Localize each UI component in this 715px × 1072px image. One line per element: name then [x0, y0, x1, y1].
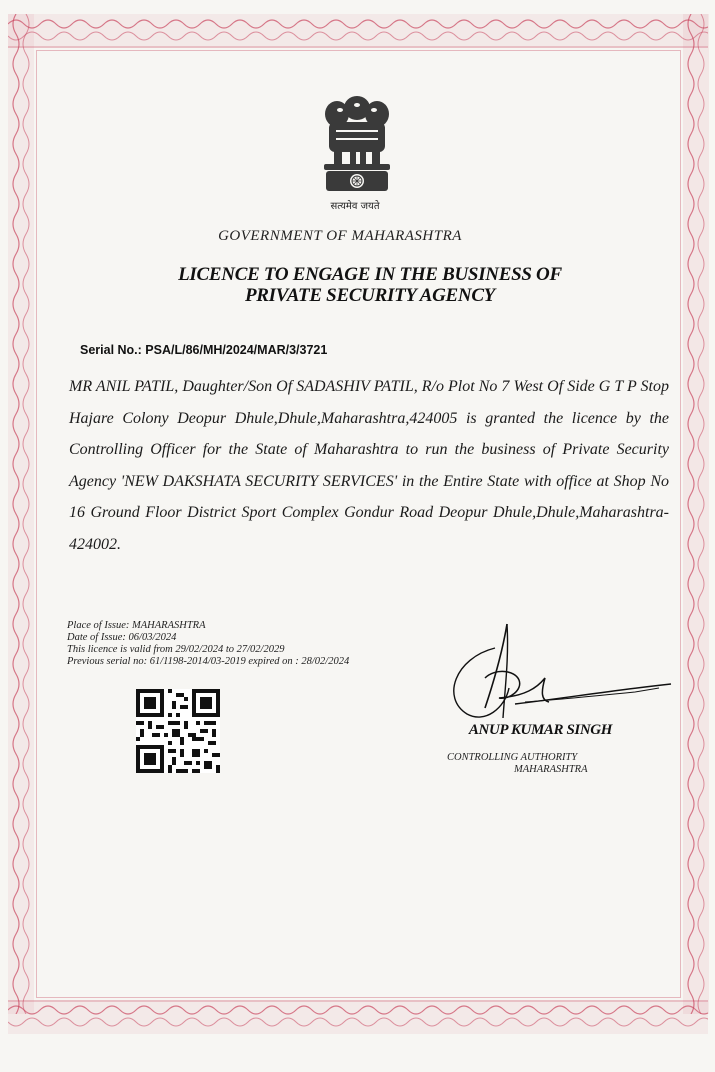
qr-code-icon[interactable] — [136, 689, 220, 773]
previous-serial: Previous serial no: 61/1198-2014/03-2019 expired on : 28/02/2024 — [67, 656, 350, 667]
signatory-designation: CONTROLLING AUTHORITY — [447, 752, 578, 763]
government-heading: GOVERNMENT OF MAHARASHTRA — [218, 228, 462, 244]
signatory-state: MAHARASHTRA — [514, 764, 588, 775]
border-bottom — [8, 1000, 708, 1034]
date-of-issue: Date of Issue: 06/03/2024 — [67, 632, 177, 643]
serial-number — [80, 343, 327, 357]
signatory-name: ANUP KUMAR SINGH — [468, 722, 612, 738]
border-right — [683, 14, 709, 1014]
licence-title-line-1: LICENCE TO ENGAGE IN THE BUSINESS OF — [178, 264, 562, 285]
serial-value: PSA/L/86/MH/2024/MAR/3/3721 — [145, 343, 328, 357]
border-left — [8, 14, 34, 1014]
emblem-motto: सत्यमेव जयते — [330, 201, 380, 212]
licence-title-line-2: PRIVATE SECURITY AGENCY — [244, 285, 495, 306]
serial-label: Serial No.: — [80, 343, 146, 357]
validity-period: This licence is valid from 29/02/2024 to 27/02/2029 — [67, 644, 285, 655]
place-of-issue: Place of Issue: MAHARASHTRA — [67, 620, 206, 631]
licence-body-text: MR ANIL PATIL, Daughter/Son Of SADASHIV PATIL, R/o Plot No 7 West Of Side G T P Stop Hajare Colony Deopur Dhule,Dhule,Maharashtra,424005 is granted the licence by the Controlling Officer for the State of Maharashtra to run the business of Private Security Agency 'NEW DAKSHATA SECURITY SERVICES' in the Entire State with office at Shop No 16 Ground Floor District Sport Complex Gondur Road Deopur Dhule,Dhule,Maharashtra-424002. — [69, 378, 669, 553]
signature-icon — [445, 618, 675, 728]
border-top — [8, 14, 708, 48]
national-emblem-icon — [312, 88, 402, 200]
